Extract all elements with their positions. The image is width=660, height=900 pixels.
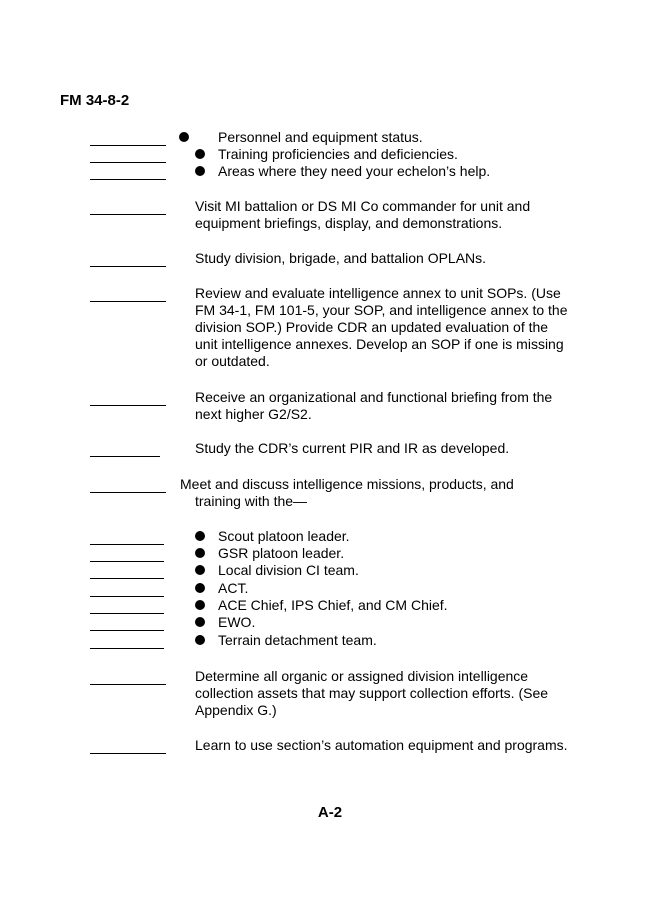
- item-text: [195, 285, 615, 370]
- bullet-text: EWO.: [218, 614, 256, 630]
- text-line: collection assets that may support collection efforts. (See: [195, 685, 549, 701]
- bullet-icon: [195, 617, 205, 627]
- text-line: Study the CDR’s current PIR and IR as developed.: [195, 440, 510, 456]
- checkoff-blank[interactable]: [90, 528, 164, 545]
- bullet-text: Scout platoon leader.: [218, 528, 350, 544]
- bullet-icon: [195, 166, 205, 176]
- bullet-icon: [195, 600, 205, 610]
- item-text: [195, 668, 615, 719]
- checkoff-blank[interactable]: [90, 737, 166, 754]
- bullet-text: Local division CI team.: [218, 562, 359, 578]
- item-text: [195, 440, 615, 457]
- text-line: or outdated.: [195, 353, 270, 369]
- text-line: Learn to use section’s automation equipment and programs.: [195, 737, 568, 753]
- text-line: Visit MI battalion or DS MI Co commander for unit and: [195, 198, 531, 214]
- checkoff-blank[interactable]: [90, 146, 166, 163]
- bullet-text: Terrain detachment team.: [218, 632, 377, 648]
- text-line: equipment briefings, display, and demonstrations.: [195, 215, 503, 231]
- text-line: unit intelligence annexes. Develop an SOP if one is missing: [195, 336, 564, 352]
- bullet-icon: [195, 149, 205, 159]
- checkoff-blank[interactable]: [90, 163, 166, 180]
- bullet-icon: [195, 583, 205, 593]
- bullet-text: Personnel and equipment status.: [218, 129, 423, 145]
- checkoff-blank[interactable]: [90, 250, 166, 267]
- text-line: next higher G2/S2.: [195, 406, 312, 422]
- bullet-icon: [195, 635, 205, 645]
- item-text: [180, 476, 600, 510]
- checkoff-blank[interactable]: [90, 614, 164, 631]
- page-number: A-2: [317, 804, 343, 821]
- checkoff-blank[interactable]: [90, 129, 166, 146]
- checkoff-blank[interactable]: [90, 440, 160, 457]
- checkoff-blank[interactable]: [90, 632, 164, 649]
- bullet-icon: [195, 548, 205, 558]
- text-line: Meet and discuss intelligence missions, products, and: [180, 476, 514, 492]
- text-line: Appendix G.): [195, 702, 277, 718]
- checkoff-blank[interactable]: [90, 198, 166, 215]
- item-text: [195, 250, 615, 267]
- checkoff-blank[interactable]: [90, 476, 166, 493]
- checkoff-blank[interactable]: [90, 285, 166, 302]
- text-line: Receive an organizational and functional briefing from the: [195, 389, 553, 405]
- item-text: [195, 737, 615, 754]
- text-line: Review and evaluate intelligence annex to unit SOPs. (Use: [195, 285, 561, 301]
- item-text: [195, 198, 615, 232]
- checkoff-blank[interactable]: [90, 580, 164, 597]
- page-header: FM 34-8-2: [60, 92, 130, 109]
- bullet-text: ACE Chief, IPS Chief, and CM Chief.: [218, 597, 448, 613]
- checkoff-blank[interactable]: [90, 562, 164, 579]
- bullet-icon: [195, 565, 205, 575]
- bullet-text: ACT.: [218, 580, 249, 596]
- bullet-text: GSR platoon leader.: [218, 545, 345, 561]
- text-line: Study division, brigade, and battalion OPLANs.: [195, 250, 487, 266]
- bullet-text: Training proficiencies and deficiencies.: [218, 146, 458, 162]
- text-line: FM 34-1, FM 101-5, your SOP, and intelligence annex to the: [195, 302, 568, 318]
- bullet-icon: [179, 132, 189, 142]
- checkoff-blank[interactable]: [90, 389, 166, 406]
- item-text: [195, 389, 615, 423]
- bullet-icon: [195, 531, 205, 541]
- bullet-text: Areas where they need your echelon’s help.: [218, 163, 491, 179]
- checkoff-blank[interactable]: [90, 668, 166, 685]
- text-line: training with the—: [195, 493, 308, 509]
- checkoff-blank[interactable]: [90, 545, 164, 562]
- text-line: division SOP.) Provide CDR an updated evaluation of the: [195, 319, 549, 335]
- checkoff-blank[interactable]: [90, 597, 164, 614]
- text-line: Determine all organic or assigned division intelligence: [195, 668, 529, 684]
